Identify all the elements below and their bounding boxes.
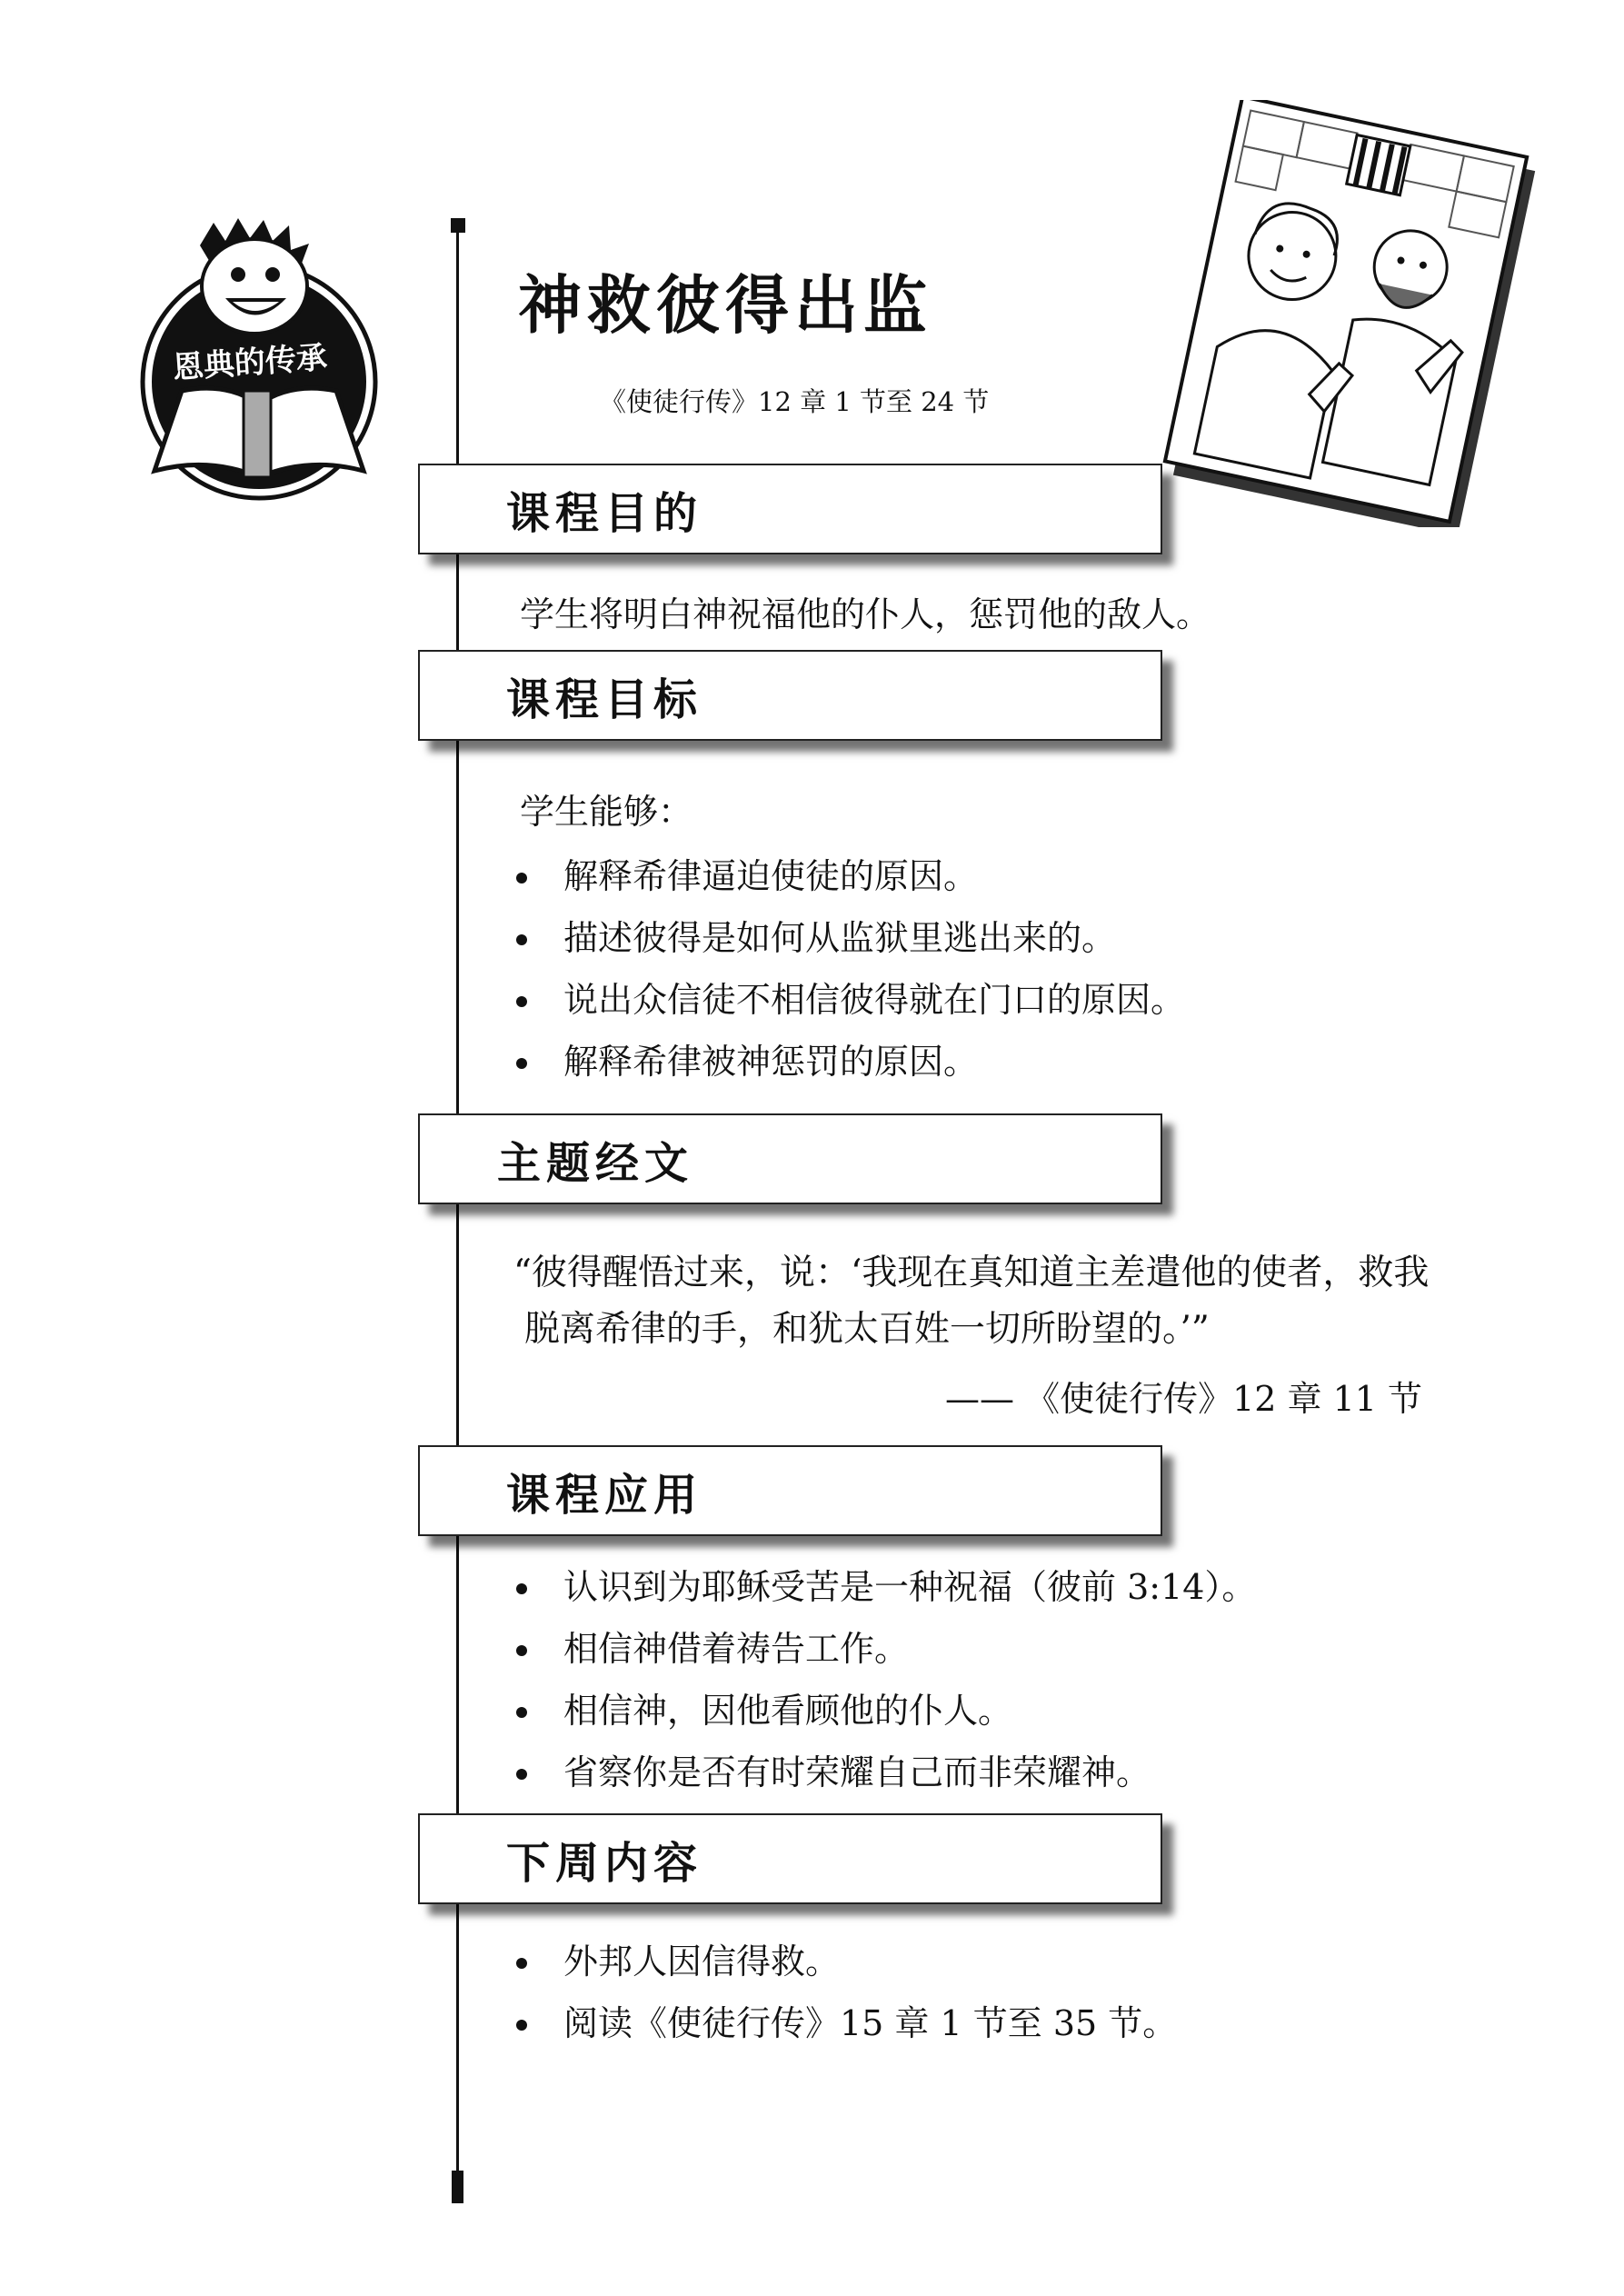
section-header-next-week <box>418 1813 1162 1904</box>
timeline-cap-top <box>451 218 465 233</box>
key-verse-reference: —— 《使徒行传》12 章 11 节 <box>945 1379 1423 1419</box>
section-header-purpose <box>418 464 1162 554</box>
list-item: 描述彼得是如何从监狱里逃出来的。 <box>509 907 1185 969</box>
list-item: 相信神，因他看顾他的仆人。 <box>509 1680 1256 1742</box>
timeline-cap-bottom <box>452 2171 463 2203</box>
key-verse-line-2: 脱离希律的手，和犹太百姓一切所盼望的。’” <box>524 1309 1210 1350</box>
scripture-reference: 《使徒行传》12 章 1 节至 24 节 <box>600 386 990 417</box>
section-heading-purpose: 课程目的 <box>506 488 703 539</box>
section-header-key-verse <box>418 1113 1162 1204</box>
logo-text: 恩典的传承 <box>171 339 329 387</box>
objectives-list <box>509 845 1185 1093</box>
list-item: 认识到为耶稣受苦是一种祝福（彼前 3:14）。 <box>509 1556 1256 1618</box>
lesson-title: 神救彼得出监 <box>518 268 932 343</box>
section-heading-next-week: 下周内容 <box>506 1838 703 1889</box>
list-item: 相信神借着祷告工作。 <box>509 1618 1256 1680</box>
heritage-logo <box>136 218 391 518</box>
list-item: 说出众信徒不相信彼得就在门口的原因。 <box>509 969 1185 1031</box>
key-verse-quote <box>513 1245 1559 1358</box>
next-week-list <box>509 1931 1177 2054</box>
list-item: 解释希律被神惩罚的原因。 <box>509 1031 1185 1093</box>
section-heading-key-verse: 主题经文 <box>497 1138 694 1189</box>
section-heading-objectives: 课程目标 <box>506 674 703 725</box>
section-header-application <box>418 1445 1162 1536</box>
section-header-objectives <box>418 650 1162 741</box>
purpose-text: 学生将明白神祝福他的仆人，惩罚他的敌人。 <box>520 594 1211 634</box>
application-list <box>509 1556 1256 1803</box>
section-heading-application: 课程应用 <box>506 1470 703 1521</box>
list-item: 外邦人因信得救。 <box>509 1931 1177 1992</box>
objectives-intro: 学生能够： <box>520 792 693 832</box>
key-verse-line-1: “彼得醒悟过来，说：‘我现在真知道主差遣他的使者，救我 <box>513 1253 1430 1293</box>
peter-prison-illustration <box>1154 100 1536 527</box>
list-item: 解释希律逼迫使徒的原因。 <box>509 845 1185 907</box>
list-item: 阅读《使徒行传》15 章 1 节至 35 节。 <box>509 1992 1177 2054</box>
list-item: 省察你是否有时荣耀自己而非荣耀神。 <box>509 1742 1256 1803</box>
